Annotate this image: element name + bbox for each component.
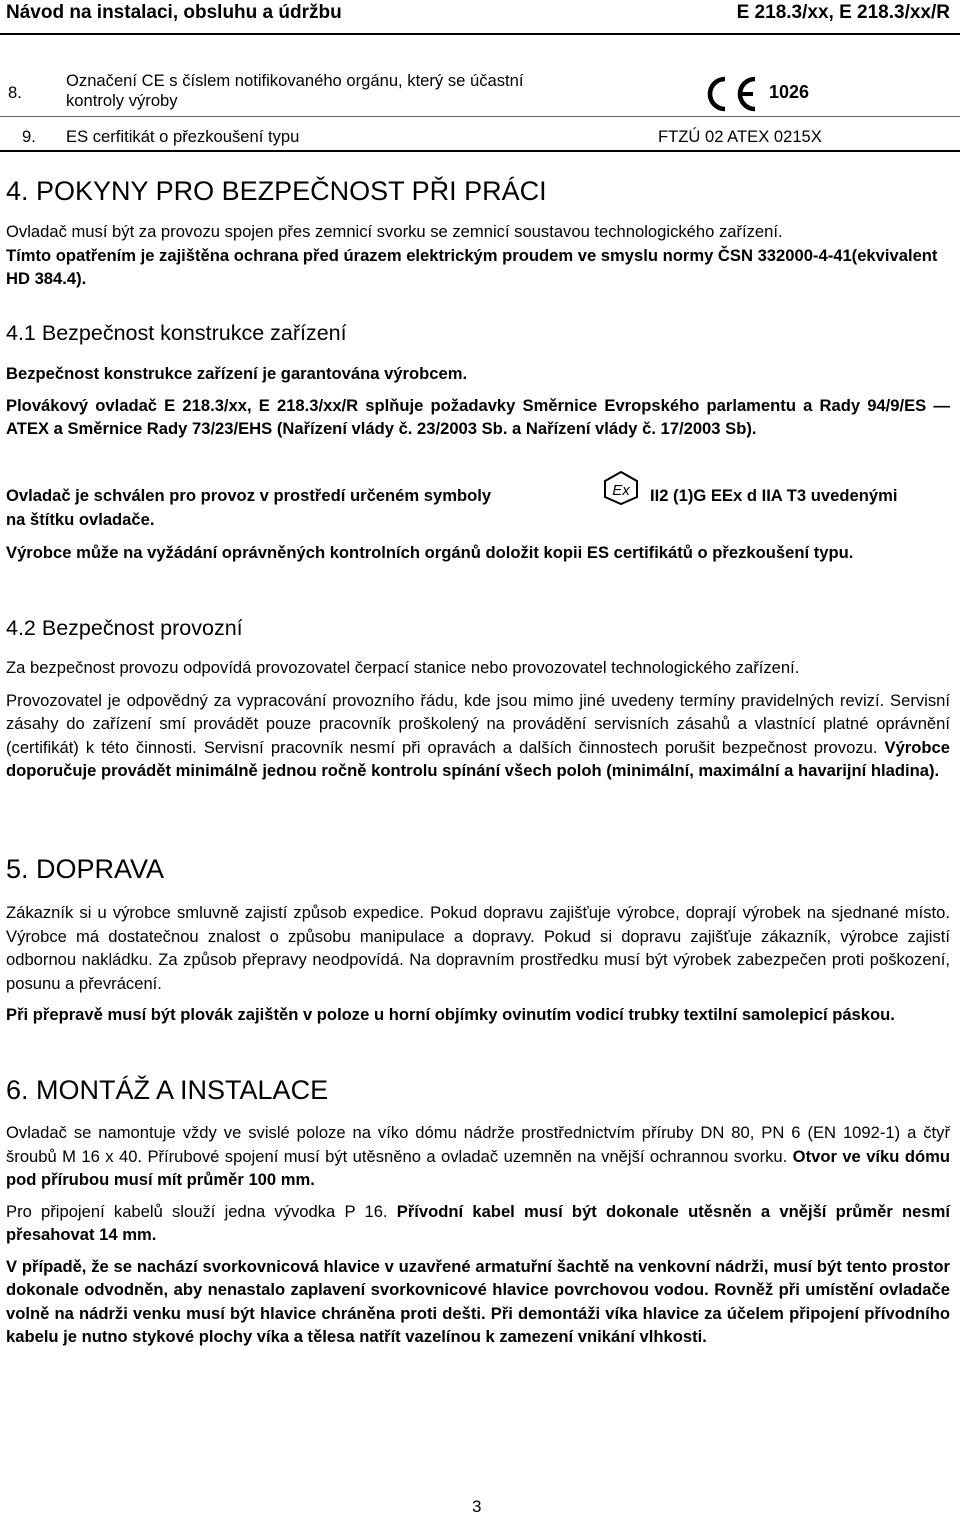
section-4-1-heading: 4.1 Bezpečnost konstrukce zařízení (6, 321, 347, 345)
paragraph: Při přepravě musí být plovák zajištěn v poloze u horní objímky ovinutím vodicí trubky textilní samolepicí páskou. (6, 1005, 895, 1024)
section-4-1-body (6, 362, 950, 441)
row-number: 8. (8, 83, 22, 102)
paragraph: Plovákový ovladač E 218.3/xx, E 218.3/xx/R splňuje požadavky Směrnice Evropského parlamentu a Rady 94/9/ES — ATEX a Směrnice Rady 73/23/EHS (Nařízení vlády č. 23/2003 Sb. a Nařízení vlády č. 17/2003 Sb). (6, 395, 950, 438)
paragraph-text: Provozovatel je odpovědný za vypracování provozního řádu, kde jsou mimo jiné uvedeny termíny pravidelných revizí. Servisní zásahy do zařízení smí provádět pouze pracovník proškolený na provádění servisních zásahů a vlastnící platné oprávnění (certifikát) k této činnosti. Servisní pracovník nesmí při opravách a dalších činnostech porušit bezpečnost provozu. (6, 690, 950, 757)
section-4-2-heading: 4.2 Bezpečnost provozní (6, 616, 243, 640)
section-6-body (6, 1121, 950, 1349)
paragraph: II2 (1)G EEx d IIA T3 uvedenými (650, 486, 898, 505)
paragraph: Výrobce může na vyžádání oprávněných kontrolních orgánů doložit kopii ES certifikátů o přezkoušení typu. (6, 543, 854, 562)
row-number: 9. (22, 127, 36, 146)
paragraph: Za bezpečnost provozu odpovídá provozovatel čerpací stanice nebo provozovatel technologického zařízení. (6, 658, 800, 677)
ex-hexagon-icon (601, 470, 641, 506)
paragraph (6, 1200, 950, 1247)
section-4-body (6, 220, 950, 291)
paragraph: Tímto opatřením je zajištěna ochrana před úrazem elektrickým proudem ve smyslu normy ČSN 332000-4-41(ekvivalent HD 384.4). (6, 245, 938, 288)
table-row-divider (0, 116, 960, 117)
paragraph: Zákazník si u výrobce smluvně zajistí způsob expedice. Pokud dopravu zajišťuje výrobce, doprají výrobek na sjednané místo. Výrobce má dostatečnou znalost o způsobu manipulace a dopravy. Pokud si dopravu zajišťuje zákazník, výrobce zajistí odbornou nakládku. Za způsob přepravy neodpovídá. Na dopravním prostředku musí být výrobek zabezpečen proti poškození, posunu a převrácení. (6, 903, 950, 993)
row-text: ES cerfitikát o přezkoušení typu (66, 127, 300, 146)
paragraph-text: Pro připojení kabelů slouží jedna vývodka P 16. (6, 1201, 388, 1221)
row-value: FTZÚ 02 ATEX 0215X (658, 127, 822, 146)
ce-mark-icon (703, 74, 759, 114)
page-number: 3 (472, 1497, 482, 1516)
section-5-body (6, 901, 950, 1027)
paragraph: Ovladač musí být za provozu spojen přes zemnicí svorku se zemnicí soustavou technologického zařízení. (6, 222, 783, 241)
section-4-heading: 4. POKYNY PRO BEZPEČNOST PŘI PRÁCI (6, 176, 547, 206)
paragraph (6, 689, 950, 783)
document-title: Návod na instalaci, obsluhu a údržbu (6, 2, 342, 23)
notified-body-number: 1026 (769, 82, 810, 102)
table-bottom-rule (0, 150, 960, 152)
paragraph-emphasis: Otvor ve víku dómu pod přírubou musí mít průměr 100 mm. (6, 1146, 950, 1189)
paragraph-emphasis: Výrobce doporučuje provádět minimálně jednou ročně kontrolu spínání všech poloh (minimální, maximální a havarijní hladina). (6, 737, 950, 780)
paragraph-emphasis: Přívodní kabel musí být dokonale utěsněn a vnější průměr nesmí přesahovat 14 mm. (6, 1201, 950, 1244)
paragraph: Ovladač je schválen pro provoz v prostředí určeném symboly (6, 486, 492, 505)
header-rule (0, 33, 960, 35)
paragraph: V případě, že se nachází svorkovnicová hlavice v uzavřené armatuřní šachtě na venkovní nádrži, musí být tento prostor dokonale odvodněn, aby nenastalo zaplavení svorkovnicové hlavice povrchovou vodou. Rovněž při umístění ovladače volně na nádrži venku musí být hlavice chráněna proti dešti. Při demontáži víka hlavice za účelem připojení přívodního kabelu je nutno stykové plochy víka a tělesa natřít vazelínou k zamezení vnikání vlhkosti. (6, 1256, 950, 1346)
ex-symbol-text: Ex (612, 482, 630, 499)
paragraph: na štítku ovladače. (6, 510, 155, 529)
paragraph-text: Ovladač se namontuje vždy ve svislé poloze na víko dómu nádrže prostřednictvím příruby DN 80, PN 6 (EN 1092-1) a čtyř šroubů M 16 x 40. Přírubové spojení musí být utěsněno a ovladač uzemněn na vnější ochrannou svorku. (6, 1123, 950, 1166)
paragraph (6, 1121, 950, 1192)
section-5-heading: 5. DOPRAVA (6, 854, 165, 884)
section-6-heading: 6. MONTÁŽ A INSTALACE (6, 1075, 329, 1105)
section-4-2-body (6, 656, 950, 783)
row-text: Označení CE s číslem notifikovaného orgánu, který se účastní kontroly výroby (66, 71, 524, 110)
paragraph: Bezpečnost konstrukce zařízení je garantována výrobcem. (6, 364, 468, 383)
document-model: E 218.3/xx, E 218.3/xx/R (736, 2, 950, 23)
